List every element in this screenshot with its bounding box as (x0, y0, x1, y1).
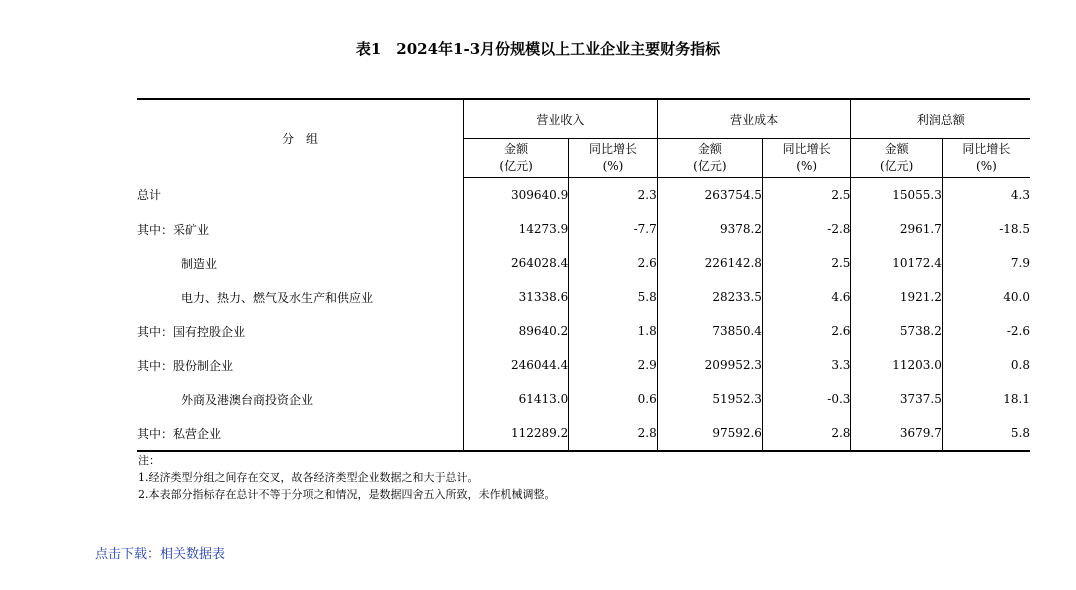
revenue-growth: 0.6 (569, 382, 658, 416)
col-group-profit: 利润总额 (851, 99, 1030, 139)
profit-amount: 1921.2 (851, 280, 942, 314)
profit-amount: 10172.4 (851, 246, 942, 280)
cost-growth: 3.3 (762, 348, 851, 382)
revenue-growth: 2.9 (569, 348, 658, 382)
group-column-header: 分 组 (137, 99, 464, 178)
table-row (137, 348, 1030, 382)
table-title: 表1 2024年1-3月份规模以上工业企业主要财务指标 (355, 40, 721, 58)
revenue-amount: 246044.4 (464, 348, 569, 382)
cost-amount: 51952.3 (657, 382, 762, 416)
cost-amount: 209952.3 (657, 348, 762, 382)
cost-amount: 28233.5 (657, 280, 762, 314)
profit-amount: 3737.5 (851, 382, 942, 416)
revenue-amount: 14273.9 (464, 212, 569, 246)
profit-growth: 40.0 (942, 280, 1030, 314)
amount-header: 金额 (亿元) (464, 139, 569, 178)
cost-growth: 4.6 (762, 280, 851, 314)
cost-growth: 2.8 (762, 416, 851, 451)
row-label: 外商及港澳台商投资企业 (181, 392, 314, 407)
cost-growth: -0.3 (762, 382, 851, 416)
profit-growth: -18.5 (942, 212, 1030, 246)
cost-amount: 97592.6 (657, 416, 762, 451)
download-prefix: 点击下载： (95, 547, 161, 562)
revenue-amount: 112289.2 (464, 416, 569, 451)
note-2: 2.本表部分指标存在总计不等于分项之和情况，是数据四舍五入所致，未作机械调整。 (138, 488, 556, 501)
cost-amount: 73850.4 (657, 314, 762, 348)
revenue-growth: -7.7 (569, 212, 658, 246)
profit-growth: -2.6 (942, 314, 1030, 348)
row-label: 其中：国有控股企业 (137, 324, 246, 339)
table-row (137, 314, 1030, 348)
col-group-cost: 营业成本 (657, 99, 851, 139)
row-label: 其中：股份制企业 (137, 358, 234, 373)
cost-amount: 263754.5 (657, 178, 762, 213)
revenue-growth: 2.6 (569, 246, 658, 280)
profit-amount: 11203.0 (851, 348, 942, 382)
row-label: 总计 (137, 188, 162, 203)
table-row (137, 280, 1030, 314)
profit-growth: 0.8 (942, 348, 1030, 382)
profit-amount: 3679.7 (851, 416, 942, 451)
table-notes (138, 452, 556, 503)
download-line (95, 543, 225, 562)
growth-header: 同比增长 (%) (569, 139, 658, 178)
row-label: 其中：私营企业 (137, 416, 464, 451)
revenue-amount: 89640.2 (464, 314, 569, 348)
cost-amount: 226142.8 (657, 246, 762, 280)
revenue-amount: 309640.9 (464, 178, 569, 213)
row-label: 电力、热力、燃气及水生产和供应业 (181, 290, 374, 305)
table-row (137, 212, 1030, 246)
table-row (137, 382, 1030, 416)
revenue-growth: 1.8 (569, 314, 658, 348)
growth-header: 同比增长 (%) (762, 139, 851, 178)
profit-amount: 2961.7 (851, 212, 942, 246)
table-row (137, 178, 1030, 213)
cost-growth: 2.5 (762, 178, 851, 213)
profit-amount: 5738.2 (851, 314, 942, 348)
col-group-revenue: 营业收入 (464, 99, 658, 139)
notes-heading: 注： (138, 454, 160, 467)
revenue-growth: 2.3 (569, 178, 658, 213)
revenue-amount: 31338.6 (464, 280, 569, 314)
profit-growth: 18.1 (942, 382, 1030, 416)
cost-growth: -2.8 (762, 212, 851, 246)
revenue-amount: 264028.4 (464, 246, 569, 280)
revenue-amount: 61413.0 (464, 382, 569, 416)
row-label: 制造业 (181, 256, 218, 271)
table-row (137, 246, 1030, 280)
profit-growth: 5.8 (942, 416, 1030, 451)
profit-growth: 4.3 (942, 178, 1030, 213)
profit-amount: 15055.3 (851, 178, 942, 213)
amount-header: 金额 (亿元) (657, 139, 762, 178)
download-link[interactable]: 相关数据表 (160, 547, 226, 562)
table-row (137, 416, 1030, 451)
amount-header: 金额 (亿元) (851, 139, 942, 178)
note-1: 1.经济类型分组之间存在交叉，故各经济类型企业数据之和大于总计。 (138, 471, 479, 484)
profit-growth: 7.9 (942, 246, 1030, 280)
revenue-growth: 2.8 (569, 416, 658, 451)
cost-growth: 2.6 (762, 314, 851, 348)
revenue-growth: 5.8 (569, 280, 658, 314)
growth-header: 同比增长 (%) (942, 139, 1030, 178)
financial-indicators-table (137, 98, 1030, 452)
row-label: 其中：采矿业 (137, 222, 210, 237)
cost-amount: 9378.2 (657, 212, 762, 246)
cost-growth: 2.5 (762, 246, 851, 280)
